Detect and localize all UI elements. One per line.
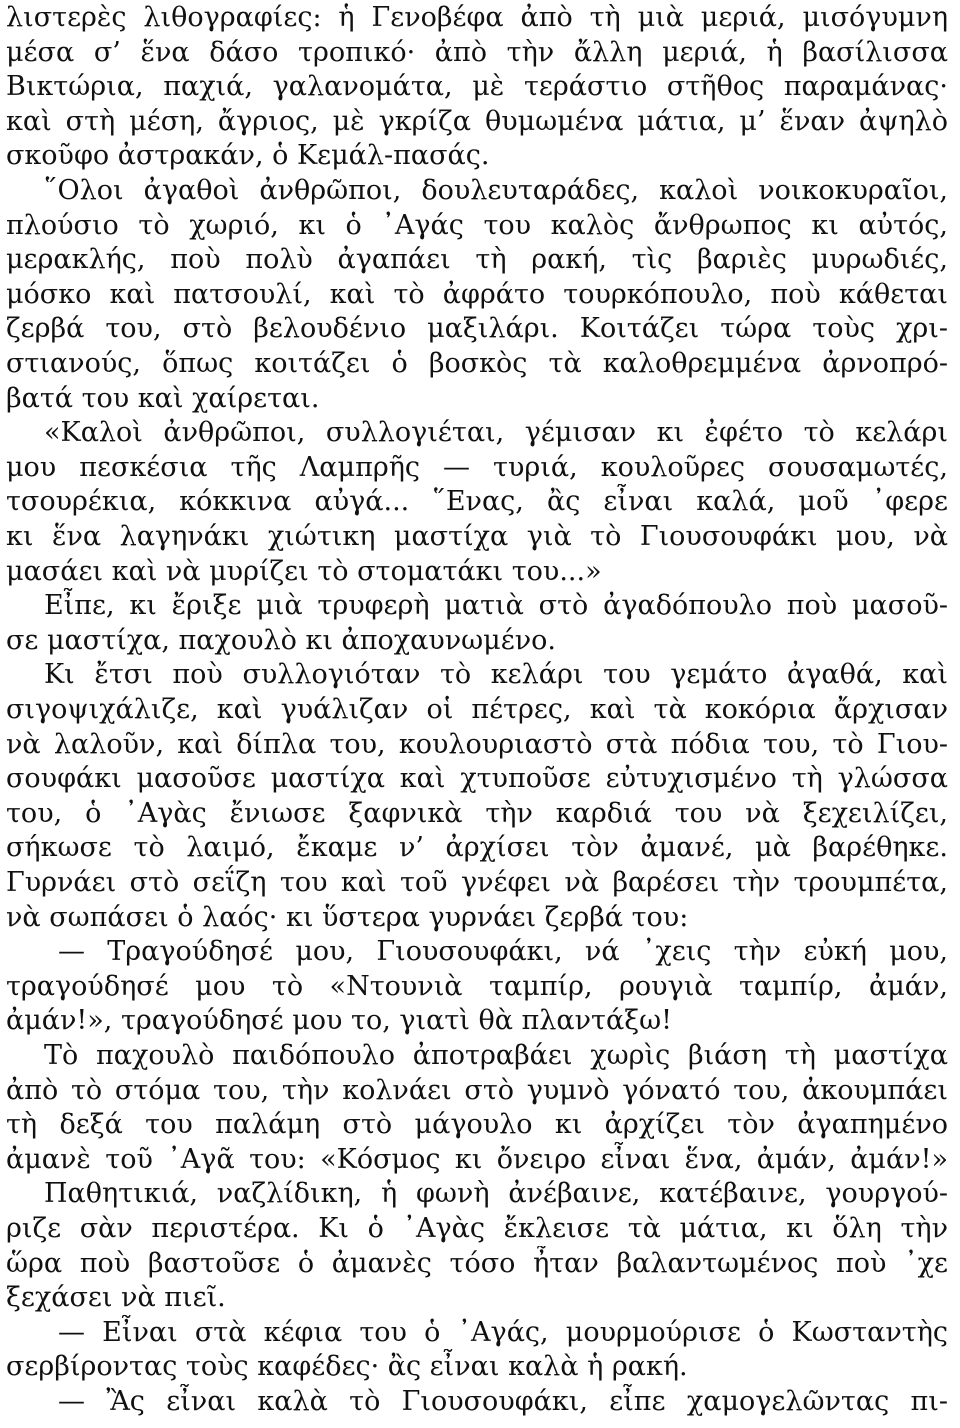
text-line: λιστερὲς λιθογραφίες: ἡ Γενοβέφα ἀπὸ τὴ μιὰ μεριά, μισόγυμνη [6,2,948,33]
text-line: Τὸ παχουλὸ παιδόπουλο ἀποτραβάει χωρὶς βιάση τὴ μαστίχα [44,1040,948,1071]
text-line: σε μαστίχα, παχουλὸ κι ἀποχαυνωμένο. [6,624,556,656]
text-line: σήκωσε τὸ λαιμό, ἔκαμε ν’ ἀρχίσει τὸν ἀμανέ, μὰ βαρέθηκε. [6,832,948,864]
text-line: Κι ἔτσι ποὺ συλλογιόταν τὸ κελάρι του γεμάτο ἀγαθά, καὶ [44,659,948,691]
text-line: σκοῦφο ἀστρακάν, ὁ Κεμάλ-πασάς. [6,140,490,172]
text-line: Εἶπε, κι ἔριξε μιὰ τρυφερὴ ματιὰ στὸ ἀγαδόπουλο ποὺ μασοῦ- [44,590,948,622]
text-line: ἀπὸ τὸ στόμα του, τὴν κολνάει στὸ γυμνὸ γόνατό του, ἀκουμπάει [6,1074,948,1106]
text-line: μόσκο καὶ πατσουλί, καὶ τὸ ἀφράτο τουρκόπουλο, ποὺ κάθεται [6,278,948,310]
text-line: — Εἶναι στὰ κέφια του ὁ ᾿Αγάς, μουρμούρισε ὁ Κωσταντὴς [58,1316,948,1348]
text-line: ριζε σὰν περιστέρα. Κι ὁ ᾿Αγὰς ἔκλεισε τὰ μάτια, κι ὅλη τὴν [6,1213,948,1244]
text-line: στιανούς, ὅπως κοιτάζει ὁ βοσκὸς τὰ καλοθρεμμένα ἀρνοπρό- [6,348,948,379]
text-line: — Ἂς εἶναι καλὰ τὸ Γιουσουφάκι, εἶπε χαμογελῶντας πι- [58,1386,948,1417]
text-line: σουφάκι μασοῦσε μαστίχα καὶ χτυποῦσε εὐτυχισμένο τὴ γλώσσα [6,763,948,795]
text-line: μου πεσκέσια τῆς Λαμπρῆς — τυριά, κουλοῦρες σουσαμωτές, [6,451,948,483]
text-line: πλούσιο τὸ χωριό, κι ὁ ᾿Αγάς του καλὸς ἄνθρωπος κι αὐτός, [6,209,948,241]
text-line: Παθητικιά, ναζλίδικη, ἡ φωνὴ ἀνέβαινε, κατέβαινε, γουργού- [44,1178,948,1210]
text-line: Γυρνάει στὸ σεΐζη του καὶ τοῦ γνέφει νὰ βαρέσει τὴν τρουμπέτα, [6,867,948,898]
text-line: Βικτώρια, παχιά, γαλανομάτα, μὲ τεράστιο στῆθος παραμάνας· [6,71,948,103]
text-line: κι ἕνα λαγηνάκι χιώτικη μαστίχα γιὰ τὸ Γιουσουφάκι μου, νὰ [6,521,948,552]
text-line: ὥρα ποὺ βαστοῦσε ὁ ἀμανὲς τόσο ἦταν βαλαντωμένος ποὺ ᾿χε [6,1247,948,1279]
text-line: ἀμάν!», τραγούδησέ μου το, γιατὶ θὰ πλαντάξω! [6,1005,672,1037]
text-line: — Τραγούδησέ μου, Γιουσουφάκι, νά ᾿χεις τὴν εὐκή μου, [58,936,948,968]
text-line: σερβίροντας τοὺς καφέδες· ἂς εἶναι καλὰ ἡ ρακή. [6,1351,688,1383]
text-line: τσουρέκια, κόκκινα αὐγά... ῞Ενας, ἂς εἶναι καλά, μοῦ ᾿φερε [6,486,948,518]
text-line: τὴ δεξά του παλάμη στὸ μάγουλο κι ἀρχίζει τὸν ἀγαπημένο [6,1109,948,1141]
text-line: σιγοψιχάλιζε, καὶ γυάλιζαν οἱ πέτρες, καὶ τὰ κοκόρια ἄρχισαν [6,694,948,725]
text-line: ζερβά του, στὸ βελουδένιο μαξιλάρι. Κοιτάζει τώρα τοὺς χρι- [6,313,948,345]
text-line: καὶ στὴ μέση, ἄγριος, μὲ γκρίζα θυμωμένα μάτια, μ’ ἕναν ἀψηλὸ [6,105,948,137]
text-line: μασάει καὶ νὰ μυρίζει τὸ στοματάκι του...» [6,555,602,587]
text-line: μέσα σ’ ἕνα δάσο τροπικό· ἀπὸ τὴν ἄλλη μεριά, ἡ βασίλισσα [6,36,948,68]
text-line: μερακλής, ποὺ πολὺ ἀγαπάει τὴ ρακή, τὶς βαριὲς μυρωδιές, [6,244,948,276]
text-line: ξεχάσει νὰ πιεῖ. [6,1282,226,1314]
text-line: «Καλοὶ ἀνθρῶποι, συλλογιέται, γέμισαν κι ἐφέτο τὸ κελάρι [44,417,948,449]
text-line: ῞Ολοι ἀγαθοὶ ἀνθρῶποι, δουλευταράδες, καλοὶ νοικοκυραῖοι, [44,175,948,206]
book-page [6,0,956,1428]
text-line: νὰ λαλοῦν, καὶ δίπλα του, κουλουριαστὸ στὰ πόδια του, τὸ Γιου- [6,728,948,760]
text-line: βατά του καὶ χαίρεται. [6,382,320,414]
text-line: του, ὁ ᾿Αγὰς ἔνιωσε ξαφνικὰ τὴν καρδιά του νὰ ξεχειλίζει, [6,797,948,829]
text-line: ἀμανὲ τοῦ ᾿Αγᾶ του: «Κόσμος κι ὄνειρο εἶναι ἕνα, ἀμάν, ἀμάν!» [6,1143,948,1175]
text-line: νὰ σωπάσει ὁ λαός· κι ὕστερα γυρνάει ζερβά του: [6,901,689,933]
text-line: τραγούδησέ μου τὸ «Ντουνιὰ ταμπίρ, ρουγιὰ ταμπίρ, ἀμάν, [6,970,948,1002]
